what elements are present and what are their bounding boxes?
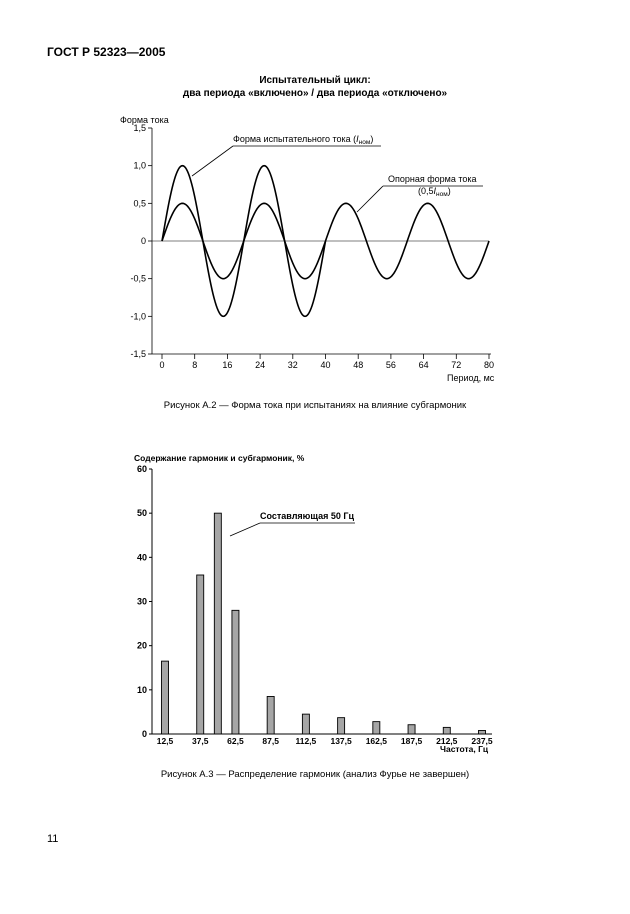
chart2-bar xyxy=(443,727,450,734)
chart2-y-axis-label: Содержание гармоник и субгармоник, % xyxy=(134,453,305,463)
page-number: 11 xyxy=(47,833,59,845)
chart1-x-tick-label: 48 xyxy=(353,360,364,370)
chart2-bar xyxy=(197,575,204,734)
chart2-bar xyxy=(479,730,486,734)
chart2-x-tick-label: 37,5 xyxy=(191,736,209,746)
fundamental-annotation: Составляющая 50 Гц xyxy=(260,511,354,521)
chart1-x-axis-label: Период, мс xyxy=(447,373,495,383)
reference-current-annotation-line2: $(0,5I_{ном})$ xyxy=(418,186,451,198)
chart2-x-tick-label: 162,5 xyxy=(365,736,387,746)
chart2-x-tick-label: 212,5 xyxy=(436,736,458,746)
chart2-bar xyxy=(338,718,345,734)
chart2-x-tick-label: 187,5 xyxy=(400,736,423,746)
chart2-y-tick-label: 40 xyxy=(136,552,147,563)
test-current-annotation: Форма испытательного тока $(I_{ном})$ xyxy=(233,134,374,146)
chart2-y-tick-label: 20 xyxy=(136,640,147,651)
chart2-bar xyxy=(302,714,309,734)
chart1-title-line1: Испытательный цикл: xyxy=(259,75,371,86)
chart1-x-tick-label: 80 xyxy=(483,360,495,370)
chart2-x-tick-label: 112,5 xyxy=(295,736,317,746)
chart2-x-tick-label: 62,5 xyxy=(227,736,244,746)
chart1-x-tick-label: 72 xyxy=(451,360,462,370)
chart1-y-tick-label: -1,5 xyxy=(130,349,146,359)
chart2-x-tick-label: 137,5 xyxy=(330,736,352,746)
chart2-y-tick-label: 0 xyxy=(141,729,147,739)
chart2-bar xyxy=(214,513,221,734)
chart2-x-axis-label: Частота, Гц xyxy=(440,744,489,754)
chart1-y-tick-label: 1,5 xyxy=(133,123,146,133)
reference-current-annotation-line1: Опорная форма тока xyxy=(388,174,477,184)
chart1-x-tick-label: 56 xyxy=(385,360,396,370)
chart1-x-tick-label: 24 xyxy=(255,360,266,370)
chart2-bar xyxy=(232,610,239,734)
chart2-y-tick-label: 60 xyxy=(136,464,147,474)
chart2-bar xyxy=(267,696,274,734)
chart1-x-tick-label: 8 xyxy=(192,360,198,370)
chart2-y-tick-label: 30 xyxy=(136,596,147,607)
chart1-y-tick-label: 0 xyxy=(140,236,146,246)
chart2-y-tick-label: 10 xyxy=(136,684,147,695)
chart1-y-tick-label: 1,0 xyxy=(133,160,146,171)
chart2-bar xyxy=(162,661,169,734)
chart1-x-tick-label: 0 xyxy=(159,360,165,370)
fundamental-pointer xyxy=(230,523,260,536)
chart1-x-tick-label: 16 xyxy=(222,360,233,370)
chart1-x-tick-label: 32 xyxy=(287,360,298,370)
chart2-x-tick-label: 237,5 xyxy=(471,736,493,746)
chart1-y-tick-label: -0,5 xyxy=(130,273,146,284)
chart1-y-tick-label: -1,0 xyxy=(130,311,146,322)
figure-a3-caption: Рисунок А.3 — Распределение гармоник (анализ Фурье не завершен) xyxy=(160,769,470,780)
chart1-y-axis-label: Форма тока xyxy=(120,115,169,125)
chart2-bar xyxy=(408,725,415,734)
chart2-x-tick-label: 87,5 xyxy=(262,736,279,746)
chart1-x-tick-label: 64 xyxy=(418,360,429,370)
chart1-title-line2: два периода «включено» / два периода «отключено» xyxy=(182,88,448,99)
chart1-x-tick-label: 40 xyxy=(320,360,331,370)
document-header: ГОСТ Р 52323—2005 xyxy=(47,45,166,59)
chart2-y-tick-label: 50 xyxy=(136,508,147,519)
chart2-x-tick-label: 12,5 xyxy=(156,736,174,746)
figure-a2-caption: Рисунок А.2 — Форма тока при испытаниях на влияние субгармоник xyxy=(163,400,467,411)
chart1-y-tick-label: 0,5 xyxy=(133,198,146,209)
chart2-bar xyxy=(373,722,380,734)
